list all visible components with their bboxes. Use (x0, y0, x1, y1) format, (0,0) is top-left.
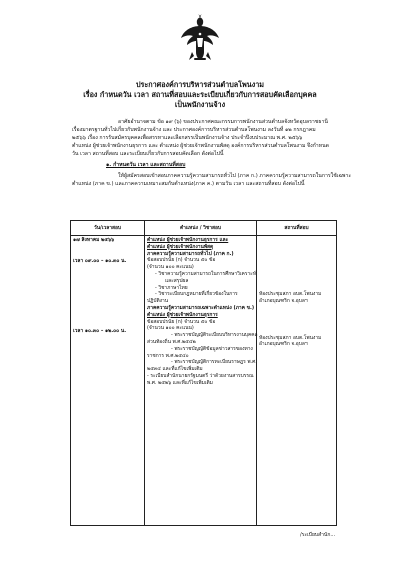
header-date-time: วัน/เวลาสอบ (71, 221, 145, 236)
exam-location-2-line2: อำเภอบุณฑริก จ.อุบลฯ (259, 341, 308, 348)
subject-line: - วิชาภาษาไทย (155, 284, 188, 291)
subject-line: - ระเบียบสำนักนายกรัฐมนตรี ว่าด้วยงานสารบรรณ (147, 372, 254, 379)
subject-line: ตำแหน่ง ผู้ช่วยเจ้าพนักงานธุรการ และ (147, 237, 229, 243)
exam-location-1-line1: ห้องประชุมสภา อบต.โพนงาม (259, 291, 322, 297)
subject-line: ๒๕๓๔ และที่แก้ไขเพิ่มเติม (147, 366, 203, 373)
document-title-line2: เรื่อง กำหนดวัน เวลา สถานที่สอบและระเบียบเกี่ยวกับการสอบคัดเลือกบุคคล (83, 90, 317, 99)
subject-line: - พระราชบัญญัติข้อมูลข่าวสารของทาง (171, 345, 253, 352)
subject-line: (จำนวน ๑๐๐ คะแนน) (147, 325, 194, 332)
document-title-line3: เป็นพนักงานจ้าง (174, 100, 226, 109)
subject-line: - วิชาความรู้ความสามารถในการศึกษาวิเคราะห์ (155, 270, 257, 277)
subject-line: ราชการ พ.ศ.๒๕๔๐ (147, 352, 189, 359)
subject-line: ข้อสอบปรนัย (ก) จำนวน ๕๐ ข้อ (147, 318, 216, 325)
subject-line: ข้อสอบปรนัย (ก) จำนวน ๕๐ ข้อ (147, 257, 216, 264)
continuation-note: /ระเบียบสำนัก... (300, 532, 336, 538)
date-time-cell (71, 236, 145, 526)
subject-line: และสรุปผล (165, 277, 189, 284)
exam-schedule-table (70, 220, 337, 526)
position-subject-cell (145, 236, 257, 526)
header-exam-location: สถานที่สอบ (257, 221, 337, 236)
para1-line3: ๒๕๖๖ เรื่อง การรับสมัครบุคคลเพื่อสรรหาและเลือกสรรเป็นพนักงานจ้าง ประจำปีงบประมาณ พ.ศ. ๒๕๖๖ (72, 135, 303, 141)
subject-line: - พระราชบัญญัติระเบียบบริหารงานบุคคล (171, 332, 258, 339)
exam-time-1: เวลา ๐๙.๐๐ – ๑๐.๓๐ น. (73, 257, 127, 264)
para1-line1: อาศัยอำนาจตาม ข้อ ๑๙ (๖) ของประกาศคณะกรรมการพนักงานส่วนตำบลจังหวัดอุบลราชธานี (118, 119, 328, 125)
subject-line: - พระราชบัญญัติการทะเบียนราษฎร พ.ศ. (171, 359, 257, 366)
para1-line5: วัน เวลา สถานที่สอบ และระเบียบเกี่ยวกับการสอบคัดเลือก ดังต่อไปนี้ (72, 151, 224, 157)
para1-line2: เรื่องมาตรฐานทั่วไปเกี่ยวกับพนักงานจ้าง และ ประกาศองค์การบริหารส่วนตำบลโพนงาม ลงวันที่ ๑๒ กรกฎาคม (72, 127, 316, 133)
section1-heading: ๑. กำหนดวัน เวลา และสถานที่สอบ (106, 162, 186, 168)
subject-line: ปฏิบัติงาน (147, 298, 169, 305)
para1-line4: ตำแหน่ง ผู้ช่วยเจ้าพนักงานธุรการ และ ตำแหน่ง ผู้ช่วยเจ้าพนักงานพัสดุ องค์การบริหารส่วนตำบลโพนงาม จึงกำหนด (72, 143, 329, 149)
exam-time-2: เวลา ๑๐.๓๐ – ๑๒.๐๐ น. (73, 327, 127, 334)
section1-line2: ตำแหน่ง (ภาค ข.) และภาคความเหมาะสมกับตำแหน่ง(ภาค ค.) ตามวัน เวลา และสถานที่สอบ ดังต่อไปนี้ (72, 181, 305, 187)
subject-line: ตำแหน่ง ผู้ช่วยเจ้าพนักงานธุรการ (147, 311, 218, 318)
subject-line: พ.ศ. ๒๕๒๖ และที่แก้ไขเพิ่มเติม (147, 379, 213, 386)
document-title-line1: ประกาศองค์การบริหารส่วนตำบลโพนงาม (136, 80, 264, 89)
exam-location-1-line2: อำเภอบุณฑริก จ.อุบลฯ (259, 297, 308, 304)
location-cell (257, 236, 337, 526)
exam-date: ๑๗ สิงหาคม ๒๕๖๖ (73, 237, 115, 243)
subject-line: (จำนวน ๑๐๐ คะแนน) (147, 264, 194, 271)
section1-line1: ให้ผู้สมัครสอบเข้าสอบภาคความรู้ความสามารถทั่วไป (ภาค ก.) ภาคความรู้ความสามารถในการใช้เฉพาะ (118, 173, 352, 179)
exam-location-2-line1: ห้องประชุมสภา อบต.โพนงาม (259, 334, 322, 341)
subject-line: ตำแหน่ง ผู้ช่วยเจ้าพนักงานพัสดุ (147, 243, 214, 250)
subject-line: ส่วนท้องถิ่น พ.ศ.๒๕๔๒ (147, 338, 196, 345)
header-position-subject: ตำแหน่ง / วิชาสอบ (145, 221, 257, 236)
subject-line: ภาคความรู้ความสามารถเฉพาะตำแหน่ง (ภาค ข.) (147, 304, 255, 311)
subject-line: - วิชาระเบียบกฎหมายที่เกี่ยวข้องในการ (155, 291, 238, 298)
garuda-emblem-icon (180, 14, 220, 62)
table-header-row (71, 221, 337, 236)
subject-line: ภาคความรู้ความสามารถทั่วไป (ภาค ก.) (147, 250, 234, 257)
table-row (71, 236, 337, 526)
